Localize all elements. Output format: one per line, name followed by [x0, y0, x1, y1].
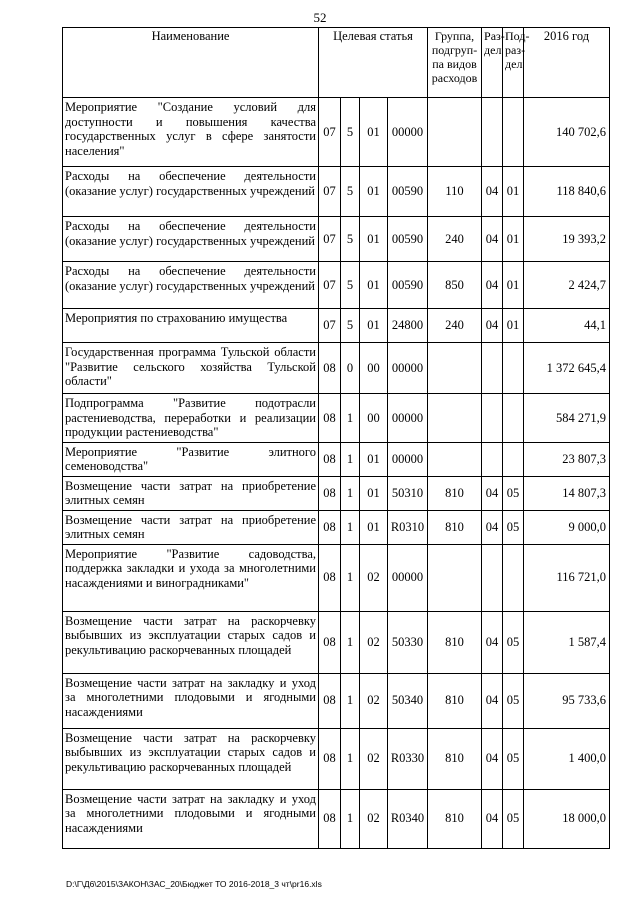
- header-section: Раз-дел: [482, 28, 503, 98]
- target-code-4: 00000: [388, 394, 428, 443]
- amount-2016: 44,1: [524, 309, 610, 343]
- target-code-2: 1: [341, 394, 360, 443]
- target-code-4: 00000: [388, 544, 428, 611]
- target-code-4: 00590: [388, 167, 428, 217]
- target-code-2: 1: [341, 510, 360, 544]
- subsection-code: 05: [503, 789, 524, 848]
- amount-2016: 116 721,0: [524, 544, 610, 611]
- group-code: 850: [428, 262, 482, 309]
- row-name: Возмещение части затрат на закладку и уход за многолетними плодовыми и ягодными насаждениями: [63, 789, 319, 848]
- target-code-4: 00000: [388, 98, 428, 167]
- row-name: Мероприятие "Развитие элитного семеноводства": [63, 442, 319, 476]
- group-code: [428, 394, 482, 443]
- target-code-2: 5: [341, 309, 360, 343]
- subsection-code: 05: [503, 728, 524, 789]
- row-name: Возмещение части затрат на раскорчевку выбывших из эксплуатации старых садов и рекультивацию раскорчеванных площадей: [63, 728, 319, 789]
- group-code: 810: [428, 476, 482, 510]
- amount-2016: 584 271,9: [524, 394, 610, 443]
- amount-2016: 95 733,6: [524, 673, 610, 728]
- target-code-1: 07: [319, 98, 341, 167]
- target-code-1: 08: [319, 510, 341, 544]
- table-row: [63, 167, 610, 217]
- target-code-3: 01: [360, 167, 388, 217]
- subsection-code: [503, 343, 524, 394]
- subsection-code: [503, 544, 524, 611]
- row-name: Мероприятие "Развитие садоводства, поддержка закладки и ухода за многолетними насаждениями и виноградниками": [63, 544, 319, 611]
- target-code-2: 1: [341, 544, 360, 611]
- target-code-3: 01: [360, 262, 388, 309]
- header-subsection: Под-раз-дел: [503, 28, 524, 98]
- table-row: [63, 98, 610, 167]
- amount-2016: 19 393,2: [524, 217, 610, 262]
- target-code-3: 02: [360, 544, 388, 611]
- target-code-3: 01: [360, 309, 388, 343]
- row-name: Возмещение части затрат на приобретение элитных семян: [63, 510, 319, 544]
- target-code-1: 08: [319, 611, 341, 673]
- row-name: Подпрограмма "Развитие подотрасли растениеводства, переработки и реализации продукции растениеводства": [63, 394, 319, 443]
- subsection-code: 01: [503, 217, 524, 262]
- group-code: 240: [428, 309, 482, 343]
- table-row: [63, 611, 610, 673]
- target-code-4: 00000: [388, 343, 428, 394]
- target-code-4: 24800: [388, 309, 428, 343]
- target-code-1: 08: [319, 343, 341, 394]
- group-code: [428, 442, 482, 476]
- target-code-1: 07: [319, 167, 341, 217]
- section-code: 04: [482, 217, 503, 262]
- section-code: 04: [482, 262, 503, 309]
- file-path-footer: D:\Г\Д6\2015\ЗАКОН\ЗАС_20\Бюджет ТО 2016-2018_3 чт\pr16.xls: [66, 879, 322, 889]
- target-code-3: 01: [360, 217, 388, 262]
- section-code: 04: [482, 167, 503, 217]
- table-row: [63, 476, 610, 510]
- subsection-code: [503, 394, 524, 443]
- target-code-3: 02: [360, 611, 388, 673]
- amount-2016: 9 000,0: [524, 510, 610, 544]
- section-code: 04: [482, 673, 503, 728]
- group-code: 110: [428, 167, 482, 217]
- group-code: [428, 343, 482, 394]
- table-row: [63, 442, 610, 476]
- subsection-code: 01: [503, 309, 524, 343]
- target-code-1: 08: [319, 442, 341, 476]
- section-code: 04: [482, 476, 503, 510]
- section-code: [482, 343, 503, 394]
- amount-2016: 118 840,6: [524, 167, 610, 217]
- row-name: Возмещение части затрат на закладку и уход за многолетними плодовыми и ягодными насаждениями: [63, 673, 319, 728]
- section-code: 04: [482, 611, 503, 673]
- target-code-1: 07: [319, 309, 341, 343]
- target-code-2: 1: [341, 728, 360, 789]
- target-code-1: 07: [319, 217, 341, 262]
- amount-2016: 140 702,6: [524, 98, 610, 167]
- header-year: 2016 год: [524, 28, 610, 98]
- target-code-4: 00590: [388, 217, 428, 262]
- target-code-2: 1: [341, 789, 360, 848]
- target-code-1: 08: [319, 789, 341, 848]
- subsection-code: 05: [503, 510, 524, 544]
- section-code: 04: [482, 309, 503, 343]
- section-code: 04: [482, 510, 503, 544]
- section-code: 04: [482, 728, 503, 789]
- subsection-code: 01: [503, 262, 524, 309]
- target-code-2: 1: [341, 611, 360, 673]
- target-code-4: 00590: [388, 262, 428, 309]
- group-code: 810: [428, 789, 482, 848]
- target-code-3: 01: [360, 476, 388, 510]
- amount-2016: 1 400,0: [524, 728, 610, 789]
- row-name: Возмещение части затрат на раскорчевку выбывших из эксплуатации старых садов и рекультивацию раскорчеванных площадей: [63, 611, 319, 673]
- target-code-4: R0310: [388, 510, 428, 544]
- section-code: [482, 544, 503, 611]
- table-row: [63, 394, 610, 443]
- target-code-2: 1: [341, 476, 360, 510]
- page-number: 52: [313, 10, 327, 25]
- table-row: [63, 510, 610, 544]
- group-code: 810: [428, 510, 482, 544]
- target-code-4: R0340: [388, 789, 428, 848]
- header-group: Группа, подгруп-па видов расходов: [428, 28, 482, 98]
- target-code-3: 00: [360, 343, 388, 394]
- target-code-4: 50330: [388, 611, 428, 673]
- section-code: [482, 98, 503, 167]
- table-row: [63, 544, 610, 611]
- amount-2016: 14 807,3: [524, 476, 610, 510]
- target-code-1: 08: [319, 476, 341, 510]
- target-code-2: 5: [341, 262, 360, 309]
- table-row: [63, 343, 610, 394]
- target-code-3: 02: [360, 728, 388, 789]
- target-code-3: 01: [360, 442, 388, 476]
- header-target: Целевая статья: [319, 28, 428, 98]
- target-code-2: 1: [341, 442, 360, 476]
- subsection-code: 05: [503, 673, 524, 728]
- target-code-3: 01: [360, 510, 388, 544]
- row-name: Расходы на обеспечение деятельности (оказание услуг) государственных учреждений: [63, 217, 319, 262]
- target-code-1: 08: [319, 728, 341, 789]
- subsection-code: 05: [503, 476, 524, 510]
- target-code-4: 00000: [388, 442, 428, 476]
- header-name: Наименование: [63, 28, 319, 98]
- target-code-2: 5: [341, 217, 360, 262]
- row-name: Мероприятие "Создание условий для доступности и повышения качества государственных услуг в сфере занятости населения": [63, 98, 319, 167]
- subsection-code: 01: [503, 167, 524, 217]
- target-code-2: 0: [341, 343, 360, 394]
- row-name: Возмещение части затрат на приобретение элитных семян: [63, 476, 319, 510]
- row-name: Государственная программа Тульской области "Развитие сельского хозяйства Тульской области": [63, 343, 319, 394]
- header-row: [63, 28, 610, 98]
- table-row: [63, 262, 610, 309]
- group-code: 240: [428, 217, 482, 262]
- amount-2016: 18 000,0: [524, 789, 610, 848]
- row-name: Расходы на обеспечение деятельности (оказание услуг) государственных учреждений: [63, 167, 319, 217]
- section-code: [482, 394, 503, 443]
- target-code-3: 02: [360, 789, 388, 848]
- subsection-code: [503, 442, 524, 476]
- target-code-1: 08: [319, 673, 341, 728]
- target-code-1: 08: [319, 544, 341, 611]
- target-code-2: 5: [341, 98, 360, 167]
- target-code-1: 07: [319, 262, 341, 309]
- target-code-3: 02: [360, 673, 388, 728]
- subsection-code: 05: [503, 611, 524, 673]
- group-code: [428, 98, 482, 167]
- target-code-2: 5: [341, 167, 360, 217]
- table-row: [63, 789, 610, 848]
- budget-table: [62, 27, 610, 849]
- subsection-code: [503, 98, 524, 167]
- target-code-3: 01: [360, 98, 388, 167]
- group-code: 810: [428, 673, 482, 728]
- target-code-4: 50310: [388, 476, 428, 510]
- target-code-4: R0330: [388, 728, 428, 789]
- amount-2016: 23 807,3: [524, 442, 610, 476]
- section-code: [482, 442, 503, 476]
- target-code-3: 00: [360, 394, 388, 443]
- table-row: [63, 217, 610, 262]
- table-row: [63, 728, 610, 789]
- section-code: 04: [482, 789, 503, 848]
- amount-2016: 1 372 645,4: [524, 343, 610, 394]
- table-row: [63, 309, 610, 343]
- row-name: Мероприятия по страхованию имущества: [63, 309, 319, 343]
- row-name: Расходы на обеспечение деятельности (оказание услуг) государственных учреждений: [63, 262, 319, 309]
- target-code-2: 1: [341, 673, 360, 728]
- target-code-1: 08: [319, 394, 341, 443]
- target-code-4: 50340: [388, 673, 428, 728]
- table-row: [63, 673, 610, 728]
- amount-2016: 2 424,7: [524, 262, 610, 309]
- group-code: [428, 544, 482, 611]
- group-code: 810: [428, 611, 482, 673]
- amount-2016: 1 587,4: [524, 611, 610, 673]
- group-code: 810: [428, 728, 482, 789]
